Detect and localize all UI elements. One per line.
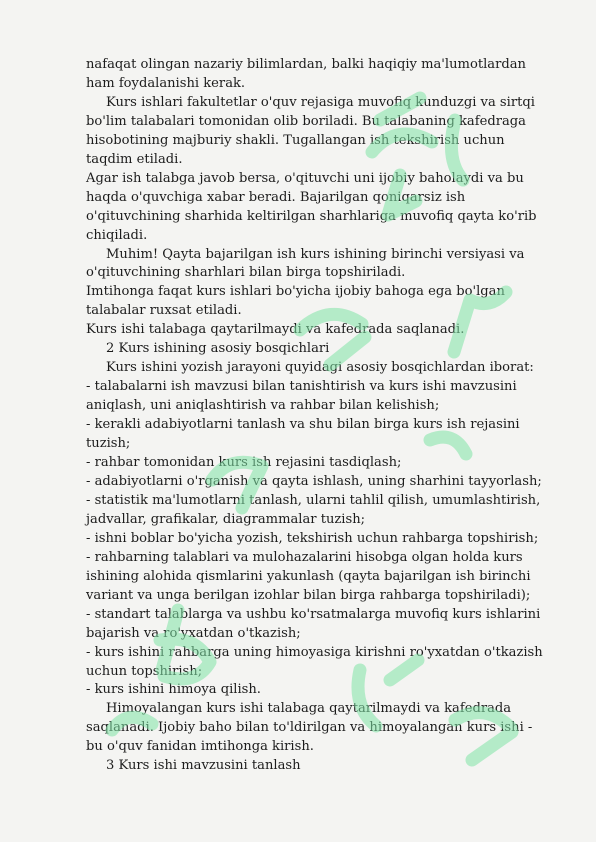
section-heading: 3 Kurs ishi mavzusini tanlash [106, 758, 301, 774]
paragraph: Kurs ishlari fakultetlar o'quv rejasiga muvofiq kunduzgi va sirtqi bo'lim talabalari tomonidan olib boriladi. Bu talabaning kafedraga hisobotining majburiy shakli. Tugallangan ish tekshirish uchun taqdim etiladi. [86, 94, 535, 167]
paragraph: Kurs ishi talabaga qaytarilmaydi va kafedrada saqlanadi. [86, 322, 465, 338]
paragraph: nafaqat olingan nazariy bilimlardan, balki haqiqiy ma'lumotlardan ham foydalanishi kerak. [86, 57, 526, 91]
document-body [86, 56, 548, 776]
section-heading: 2 Kurs ishining asosiy bosqichlari [106, 341, 330, 357]
list-item: - standart talablarga va ushbu ko'rsatmalarga muvofiq kurs ishlarini bajarish va ro'yxatdan o'tkazish; [86, 606, 541, 641]
list-item: - ishni boblar bo'yicha yozish, tekshirish uchun rahbarga topshirish; [86, 530, 539, 546]
paragraph: Muhim! Qayta bajarilgan ish kurs ishining birinchi versiyasi va o'qituvchining sharhlari bilan birga topshiriladi. [86, 246, 525, 281]
list-item: - kerakli adabiyotlarni tanlash va shu bilan birga kurs ish rejasini tuzish; [86, 417, 520, 452]
list-item: - statistik ma'lumotlarni tanlash, ularni tahlil qilish, umumlashtirish, jadvallar, grafikalar, diagrammalar tuzish; [86, 492, 541, 527]
list-item: - adabiyotlarni o'rganish va qayta ishlash, uning sharhini tayyorlash; [86, 473, 542, 489]
paragraph: Imtihonga faqat kurs ishlari bo'yicha ijobiy bahoga ega bo'lgan talabalar ruxsat etiladi. [86, 284, 505, 319]
list-item: - kurs ishini rahbarga uning himoyasiga kirishni ro'yxatdan o'tkazish uchun topshirish; [86, 644, 543, 679]
list-item: - rahbarning talablari va mulohazalarini hisobga olgan holda kurs ishining alohida qismlarini yakunlash (qayta bajarilgan ish birinchi variant va unga berilgan izohlar bilan birga rahbarga topshiriladi); [86, 549, 531, 603]
list-item: - rahbar tomonidan kurs ish rejasini tasdiqlash; [86, 455, 402, 471]
paragraph: Kurs ishini yozish jarayoni quyidagi asosiy bosqichlardan iborat: [106, 360, 534, 376]
paragraph: Agar ish talabga javob bersa, o'qituvchi uni ijobiy baholaydi va bu haqda o'quvchiga xabar beradi. Bajarilgan qoniqarsiz ish o'qituvchining sharhida keltirilgan sharhlariga muvofiq qayta ko'rib chiqiladi. [86, 170, 537, 243]
list-item: - kurs ishini himoya qilish. [86, 682, 261, 698]
list-item: - talabalarni ish mavzusi bilan tanishtirish va kurs ishi mavzusini aniqlash, uni aniqlashtirish va rahbar bilan kelishish; [86, 379, 517, 414]
paragraph: Himoyalangan kurs ishi talabaga qaytarilmaydi va kafedrada saqlanadi. Ijobiy baho bilan to'ldirilgan va himoyalangan kurs ishi - bu o'quv fanidan imtihonga kirish. [86, 701, 533, 755]
